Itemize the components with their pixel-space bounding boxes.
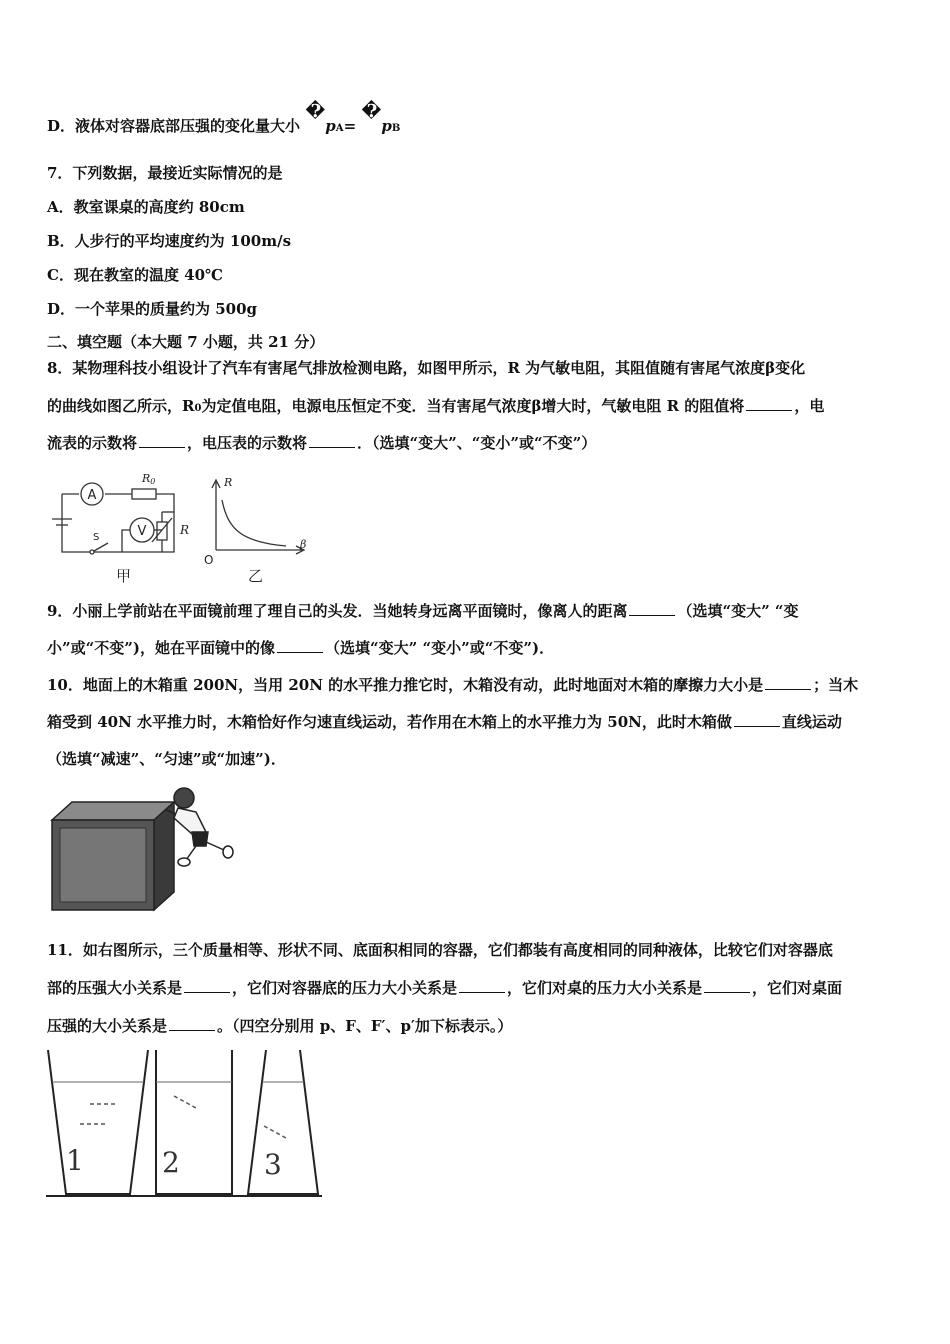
q8-line3-b: ，电压表的示数将 [187,434,308,452]
circuit-diagram [52,494,174,554]
graph-curve [222,500,286,546]
container-1-label: 1 [66,1144,84,1177]
q8-line3 [47,433,596,453]
ammeter-label: A [87,488,97,503]
q8-line2-a: 的曲线如图乙所示，R [47,397,195,415]
boy-pushing [166,788,233,866]
q6-pa: p [325,117,336,135]
q10-line2-b: 直线运动 [781,713,842,731]
graph-origin-label: O [204,553,214,567]
q6-option-d-text: D．液体对容器底部压强的变化量大小 [47,117,301,135]
q6-eq: = [343,117,357,135]
container-3 [248,1050,318,1194]
r-label: R [180,523,190,537]
switch-blade [94,543,108,551]
q8-line3-c: ．（选填“变大”、“变小”或“不变”） [357,434,597,452]
resistor-r0 [132,489,156,499]
box-side [154,802,174,910]
q9-line2-a: 小”或“不变”)，她在平面镜中的像 [47,639,275,657]
q7-stem: 7．下列数据，最接近实际情况的是 [47,164,283,182]
liquid-mark-2 [174,1096,196,1108]
q11-line3 [47,1016,512,1036]
q11-line2-a: 部的压强大小关系是 [47,979,183,997]
q11-line2-b: ，它们对容器底的压力大小关系是 [232,979,458,997]
q8-figure [44,464,312,588]
liquid-mark-3 [264,1126,286,1138]
q11-line3-b: 。（四空分别用 p、F、F′、p′加下标表示。） [217,1017,513,1035]
q8-line2 [47,396,824,419]
graph-x-label: β [300,538,307,551]
q6-pb-sub: B [391,123,401,134]
q8-blank-3 [309,433,355,448]
q8-blank-2 [139,433,185,448]
q9-line1-a: 9．小丽上学前站在平面镜前理了理自己的头发．当她转身远离平面镜时，像离人的距离 [47,602,628,620]
q6-option-d [47,101,401,139]
q9-line2-b: （选填“变大” “变小”或“不变”)． [324,639,555,657]
q10-line1 [47,675,858,695]
q6-pb: p [381,117,392,135]
q9-blank-1 [629,601,675,616]
q8-line1: 8．某物理科技小组设计了汽车有害尾气排放检测电路，如图甲所示，R 为气敏电阻，其阻值随有害尾气浓度β变化 [47,359,806,377]
q9-blank-2 [277,638,323,653]
q9-line1 [47,601,799,621]
boy-leg-front [186,846,196,860]
q7-option-c: C．现在教室的温度 40℃ [47,266,224,284]
q8-r0-sub: 0 [194,403,202,414]
boy-shorts [192,832,208,846]
section-heading: 二、填空题（本大题 7 小题，共 21 分） [47,333,325,351]
q7-option-a: A．教室课桌的高度约 80cm [47,198,245,216]
q8-blank-1 [746,396,792,411]
q10-blank-1 [765,675,811,690]
label-jia: 甲 [116,567,132,585]
q7-option-d: D．一个苹果的质量约为 500g [47,300,258,318]
q11-figure [44,1046,326,1200]
boy-leg-back [206,842,224,850]
q11-line2-c: ，它们对桌的压力大小关系是 [507,979,703,997]
q10-line1-a: 10．地面上的木箱重 200N，当用 20N 的水平推力推它时，木箱没有动，此时地面对木箱的摩擦力大小是 [47,676,764,694]
q8-line2-c: ，电 [794,397,825,415]
boy-shirt [174,808,206,834]
q9-line1-b: （选填“变大” “变 [677,602,799,620]
q6-delta-glyph-a: � [305,101,326,122]
q9-line2 [47,638,554,658]
label-yi: 乙 [248,567,264,585]
q6-delta-glyph-b: � [361,101,382,122]
q10-figure [46,780,236,916]
q10-line1-b: ；当木 [813,676,859,694]
boy-head [174,788,194,808]
switch-contact [90,550,94,554]
q11-line1: 11．如右图所示，三个质量相等、形状不同、底面积相同的容器，它们都装有高度相同的同种液体，比较它们对容器底 [47,941,833,959]
q6-pa-sub: A [335,123,344,134]
q11-line3-a: 压强的大小关系是 [47,1017,168,1035]
graph-y-label: R [224,476,233,489]
q8-line3-a: 流表的示数将 [47,434,138,452]
q11-line2 [47,978,842,998]
switch-label: S [93,532,100,543]
container-3-label: 3 [264,1148,282,1181]
q10-line2-a: 箱受到 40N 水平推力时，木箱恰好作匀速直线运动，若作用在木箱上的水平推力为 50N，此时木箱做 [47,713,732,731]
q10-line2 [47,712,842,732]
q10-blank-2 [734,712,780,727]
box-front-panel [60,828,146,902]
container-1 [48,1050,148,1194]
q8-line2-b: 为定值电阻，电源电压恒定不变．当有害尾气浓度β增大时，气敏电阻 R 的阻值将 [201,397,745,415]
box-top [52,802,174,820]
q11-line2-d: ，它们对桌面 [752,979,843,997]
q11-blank-4 [169,1016,215,1031]
resistance-graph [212,480,307,554]
q7-option-b: B．人步行的平均速度约为 100m/s [47,232,292,250]
q10-line3: （选填“减速”、“匀速”或“加速”)． [47,750,286,768]
voltmeter-label: V [137,524,147,539]
q11-blank-1 [184,978,230,993]
boy-shoe-front [178,858,190,866]
r0-label: R0 [142,472,156,486]
boy-shoe-back [223,846,233,858]
q11-blank-2 [459,978,505,993]
container-2-label: 2 [162,1146,180,1179]
q11-blank-3 [704,978,750,993]
